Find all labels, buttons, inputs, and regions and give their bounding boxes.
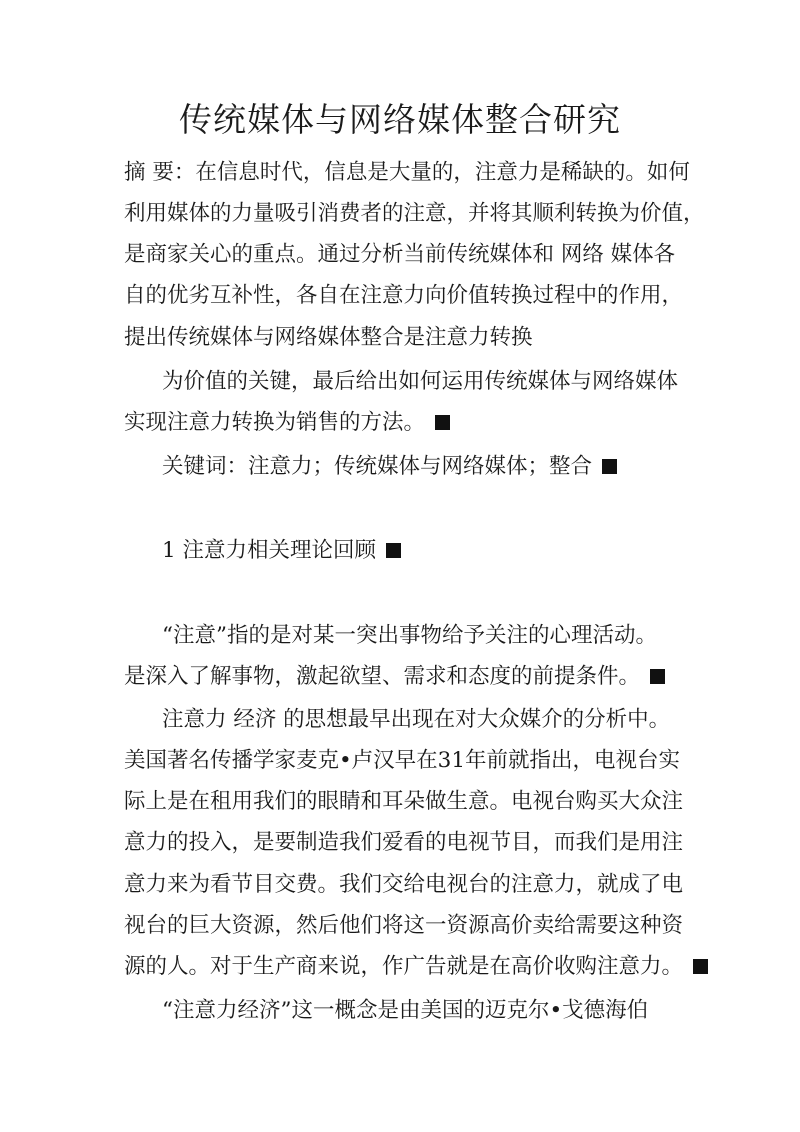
paragraph-end-square-icon: [602, 459, 617, 474]
paragraph-end-square-icon: [386, 543, 401, 558]
body-line-2: 是深入了解事物，激起欲望、需求和态度的前提条件。: [124, 662, 665, 692]
abstract-line-1: 摘 要：在信息时代，信息是大量的，注意力是稀缺的。如何: [124, 160, 690, 185]
body-line-1: “注意”指的是对某一突出事物给予关注的心理活动。: [162, 623, 657, 648]
body-line-6: 意力的投入，是要制造我们爱看的电视节目，而我们是用注: [124, 830, 684, 855]
body-line-5: 际上是在租用我们的眼睛和耳朵做生意。电视台购买大众注: [124, 789, 684, 814]
abstract-line-2: 利用媒体的力量吸引消费者的注意，并将其顺利转换为价值，: [124, 201, 705, 226]
abstract-line-5: 提出传统媒体与网络媒体整合是注意力转换: [124, 325, 533, 350]
section-heading: 1 注意力相关理论回顾: [162, 536, 401, 566]
body-line-10: “注意力经济”这一概念是由美国的迈克尔•戈德海伯: [162, 998, 649, 1023]
body-line-9: 源的人。对于生产商来说，作广告就是在高价收购注意力。: [124, 952, 708, 982]
body-line-3: 注意力 经济 的思想最早出现在对大众媒介的分析中。: [162, 707, 671, 732]
body-line-4: 美国著名传播学家麦克•卢汉早在31年前就指出，电视台实: [124, 748, 681, 773]
paragraph-end-square-icon: [650, 669, 665, 684]
body-line-7: 意力来为看节目交费。我们交给电视台的注意力，就成了电: [124, 872, 684, 897]
abstract-line-4: 自的优劣互补性，各自在注意力向价值转换过程中的作用，: [124, 283, 684, 308]
document-title: 传统媒体与网络媒体整合研究: [179, 100, 621, 139]
body-line-8: 视台的巨大资源，然后他们将这一资源高价卖给需要这种资: [124, 913, 684, 938]
abstract-line-3: 是商家关心的重点。通过分析当前传统媒体和 网络 媒体各: [124, 242, 676, 267]
paragraph-end-square-icon: [435, 415, 450, 430]
abstract-line-6: 为价值的关键，最后给出如何运用传统媒体与网络媒体: [162, 369, 679, 394]
keywords-line: 关键词：注意力；传统媒体与网络媒体；整合: [162, 452, 617, 482]
paragraph-end-square-icon: [693, 959, 708, 974]
abstract-line-7: 实现注意力转换为销售的方法。: [124, 408, 450, 438]
